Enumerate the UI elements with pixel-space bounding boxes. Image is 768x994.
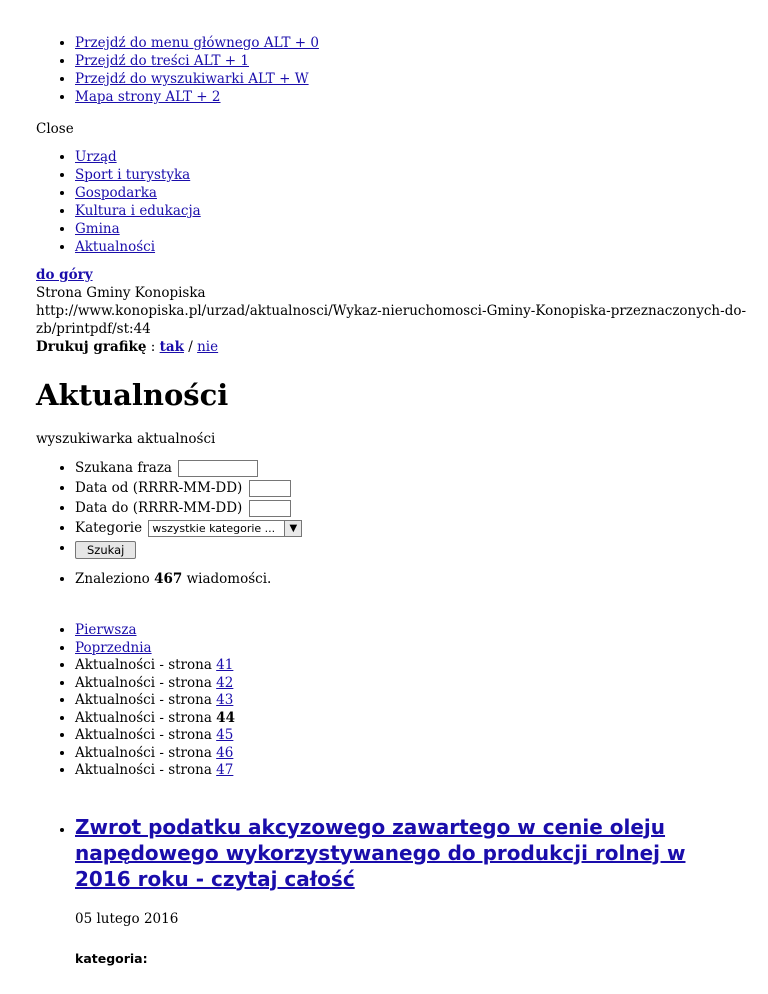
back-to-top-link[interactable]: do góry [36,267,93,283]
print-graphics-yes-link[interactable]: tak [159,339,184,355]
print-graphics-no-link[interactable]: nie [197,339,219,355]
pagination-page-link[interactable]: 43 [216,692,234,708]
news-item [75,814,748,968]
news-list [36,814,748,968]
submit-row [75,538,748,558]
skip-link-item [75,52,748,70]
date-from-label: Data od (RRRR-MM-DD) [75,480,243,496]
news-title [75,814,748,892]
pagination-page-link[interactable]: 41 [216,657,234,673]
pagination-page-link[interactable]: 46 [216,744,234,761]
search-title: wyszukiwarka aktualności [36,431,216,447]
pagination-prev-link[interactable]: Poprzednia [75,639,152,656]
pagination-item [75,640,748,658]
result-count [36,570,748,588]
search-form [36,458,748,558]
main-menu [36,148,748,256]
date-to-label: Data do (RRRR-MM-DD) [75,500,243,516]
skip-links [36,0,748,106]
result-count-item [75,570,748,588]
pagination-item [75,675,748,693]
result-number: 467 [154,571,183,587]
menu-item-kultura[interactable]: Kultura i edukacja [75,203,201,219]
date-from-row [75,478,748,498]
skip-to-search-link[interactable]: Przejdź do wyszukiwarki ALT + W [75,71,309,87]
skip-link-item [75,70,748,88]
date-to-input[interactable] [249,500,291,517]
page-title: Aktualności [36,378,229,412]
skip-link-item [75,88,748,106]
date-from-input[interactable] [249,480,291,497]
pagination-page-prefix: Aktualności - strona [75,727,212,743]
news-title-link[interactable]: Zwrot podatku akcyzowego zawartego w cenie oleju napędowego wykorzystywanego do produkcji rolnej w 2016 roku - czytaj całość [75,814,686,891]
pagination-page-link[interactable]: 42 [216,674,234,691]
print-graphics-label: Drukuj grafikę [36,339,147,355]
pagination-item [75,622,748,640]
pagination-page-prefix: Aktualności - strona [75,762,212,778]
menu-item-aktualnosci[interactable]: Aktualności [75,239,156,255]
category-select[interactable] [148,520,302,537]
search-phrase-input[interactable] [178,460,258,477]
skip-link-item [75,34,748,52]
pagination-item [75,657,748,675]
news-date: 05 lutego 2016 [75,910,179,927]
search-button[interactable]: Szukaj [75,541,136,559]
pagination-first-link[interactable]: Pierwsza [75,622,137,638]
date-to-row [75,498,748,518]
search-phrase-row [75,458,748,478]
category-select-value: wszystkie kategorie ... [152,522,276,535]
pagination-item [75,710,748,728]
pagination-page-prefix: Aktualności - strona [75,657,212,673]
pagination-page-link[interactable]: 47 [216,762,234,778]
sitemap-link[interactable]: Mapa strony ALT + 2 [75,89,221,105]
menu-item-gmina[interactable]: Gmina [75,221,120,237]
result-suffix: wiadomości. [186,571,272,587]
pagination-item [75,727,748,745]
pagination-page-prefix: Aktualności - strona [75,744,212,761]
menu-item-gospodarka[interactable]: Gospodarka [75,185,157,201]
result-prefix: Znaleziono [75,571,150,587]
pagination-item [75,745,748,763]
chevron-down-icon: ▼ [284,521,301,536]
category-row [75,518,748,538]
menu-item [75,166,748,184]
close-label[interactable]: Close [36,121,74,137]
menu-item [75,184,748,202]
news-category-label: kategoria: [75,950,148,966]
print-graphics-colon: : [150,339,156,355]
menu-item [75,148,748,166]
site-name: Strona Gminy Konopiska [36,285,206,301]
pagination-item [75,762,748,780]
print-graphics-slash: / [188,339,193,355]
pagination-current-page: 44 [216,709,235,726]
skip-to-content-link[interactable]: Przejdź do treści ALT + 1 [75,53,249,69]
pagination-page-prefix: Aktualności - strona [75,692,212,708]
menu-item [75,238,748,256]
pagination [36,622,748,780]
menu-item [75,202,748,220]
menu-item-sport[interactable]: Sport i turystyka [75,167,191,183]
pagination-item [75,692,748,710]
menu-item-urzad[interactable]: Urząd [75,149,117,165]
print-graphics-row [36,338,748,356]
skip-to-menu-link[interactable]: Przejdź do menu głównego ALT + 0 [75,35,319,51]
menu-item [75,220,748,238]
page-url: http://www.konopiska.pl/urzad/aktualnosci/Wykaz-nieruchomosci-Gminy-Konopiska-przeznaczonych-do-zb/printpdf/st:44 [36,303,747,337]
pagination-page-prefix: Aktualności - strona [75,674,212,691]
search-phrase-label: Szukana fraza [75,460,172,476]
category-label: Kategorie [75,520,143,536]
pagination-page-prefix: Aktualności - strona [75,709,212,726]
pagination-page-link[interactable]: 45 [216,727,234,743]
